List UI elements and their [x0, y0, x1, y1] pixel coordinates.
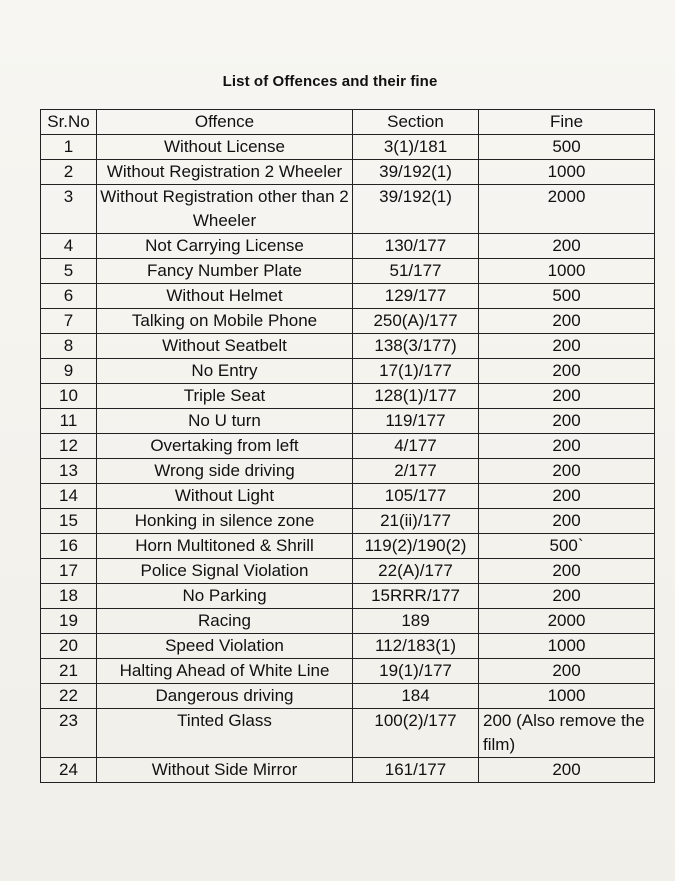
cell-sr-no: 13 [41, 459, 97, 484]
cell-offence: Without Registration 2 Wheeler [97, 160, 353, 185]
table-row [41, 559, 655, 584]
table-row [41, 584, 655, 609]
table-row [41, 234, 655, 259]
cell-sr-no: 22 [41, 684, 97, 709]
cell-fine: 500 [479, 135, 655, 160]
cell-sr-no: 7 [41, 309, 97, 334]
page-title: List of Offences and their fine [222, 73, 438, 90]
cell-offence: Halting Ahead of White Line [97, 659, 353, 684]
cell-section: 4/177 [353, 434, 479, 459]
table-row [41, 359, 655, 384]
cell-section: 100(2)/177 [353, 709, 479, 758]
cell-section: 112/183(1) [353, 634, 479, 659]
cell-fine: 1000 [479, 160, 655, 185]
cell-fine: 200 [479, 758, 655, 783]
table-row [41, 459, 655, 484]
cell-section: 130/177 [353, 234, 479, 259]
cell-offence: Without Seatbelt [97, 334, 353, 359]
cell-sr-no: 8 [41, 334, 97, 359]
cell-section: 51/177 [353, 259, 479, 284]
cell-sr-no: 21 [41, 659, 97, 684]
cell-fine: 200 [479, 309, 655, 334]
cell-fine: 200 [479, 434, 655, 459]
cell-fine: 500 [479, 284, 655, 309]
cell-section: 21(ii)/177 [353, 509, 479, 534]
cell-sr-no: 18 [41, 584, 97, 609]
table-row [41, 534, 655, 559]
cell-fine: 200 [479, 234, 655, 259]
cell-sr-no: 3 [41, 185, 97, 234]
cell-fine: 200 [479, 409, 655, 434]
table-row [41, 659, 655, 684]
cell-section: 128(1)/177 [353, 384, 479, 409]
table-row [41, 384, 655, 409]
cell-sr-no: 4 [41, 234, 97, 259]
table-row [41, 758, 655, 783]
cell-sr-no: 20 [41, 634, 97, 659]
table-row [41, 509, 655, 534]
header-offence: Offence [97, 110, 353, 135]
cell-offence: Without Side Mirror [97, 758, 353, 783]
cell-sr-no: 11 [41, 409, 97, 434]
header-sr-no: Sr.No [41, 110, 97, 135]
cell-sr-no: 5 [41, 259, 97, 284]
cell-offence: Without Light [97, 484, 353, 509]
cell-fine: 2000 [479, 609, 655, 634]
cell-fine: 200 [479, 459, 655, 484]
cell-offence: Honking in silence zone [97, 509, 353, 534]
cell-fine: 200 [479, 359, 655, 384]
cell-sr-no: 2 [41, 160, 97, 185]
cell-offence: No Parking [97, 584, 353, 609]
table-row [41, 634, 655, 659]
cell-offence: Speed Violation [97, 634, 353, 659]
cell-sr-no: 16 [41, 534, 97, 559]
cell-fine: 200 [479, 584, 655, 609]
cell-section: 15RRR/177 [353, 584, 479, 609]
table-row [41, 259, 655, 284]
cell-sr-no: 14 [41, 484, 97, 509]
cell-offence: Dangerous driving [97, 684, 353, 709]
table-row [41, 709, 655, 758]
cell-fine: 200 [479, 509, 655, 534]
cell-fine: 200 [479, 384, 655, 409]
table-row [41, 409, 655, 434]
cell-section: 184 [353, 684, 479, 709]
table-row [41, 609, 655, 634]
header-section: Section [353, 110, 479, 135]
cell-fine: 500` [479, 534, 655, 559]
cell-offence: Overtaking from left [97, 434, 353, 459]
cell-offence: Horn Multitoned & Shrill [97, 534, 353, 559]
cell-sr-no: 9 [41, 359, 97, 384]
cell-offence: No Entry [97, 359, 353, 384]
table-row [41, 284, 655, 309]
cell-section: 105/177 [353, 484, 479, 509]
cell-section: 119(2)/190(2) [353, 534, 479, 559]
cell-section: 39/192(1) [353, 160, 479, 185]
table-row [41, 684, 655, 709]
table-header-row [41, 110, 655, 135]
cell-fine: 1000 [479, 684, 655, 709]
cell-offence: Racing [97, 609, 353, 634]
cell-offence: No U turn [97, 409, 353, 434]
cell-sr-no: 6 [41, 284, 97, 309]
cell-section: 250(A)/177 [353, 309, 479, 334]
cell-section: 39/192(1) [353, 185, 479, 234]
cell-fine: 1000 [479, 634, 655, 659]
cell-offence: Talking on Mobile Phone [97, 309, 353, 334]
cell-sr-no: 19 [41, 609, 97, 634]
table-row [41, 334, 655, 359]
cell-offence: Not Carrying License [97, 234, 353, 259]
cell-sr-no: 1 [41, 135, 97, 160]
cell-fine: 200 (Also remove the film) [479, 709, 655, 758]
cell-offence: Without License [97, 135, 353, 160]
cell-section: 2/177 [353, 459, 479, 484]
cell-fine: 200 [479, 484, 655, 509]
header-fine: Fine [479, 110, 655, 135]
table-row [41, 135, 655, 160]
cell-section: 22(A)/177 [353, 559, 479, 584]
offences-table [40, 109, 655, 783]
cell-section: 17(1)/177 [353, 359, 479, 384]
cell-offence: Fancy Number Plate [97, 259, 353, 284]
cell-offence: Tinted Glass [97, 709, 353, 758]
cell-section: 3(1)/181 [353, 135, 479, 160]
cell-offence: Police Signal Violation [97, 559, 353, 584]
cell-section: 19(1)/177 [353, 659, 479, 684]
cell-offence: Without Helmet [97, 284, 353, 309]
cell-section: 119/177 [353, 409, 479, 434]
cell-sr-no: 12 [41, 434, 97, 459]
cell-sr-no: 17 [41, 559, 97, 584]
cell-section: 189 [353, 609, 479, 634]
cell-section: 161/177 [353, 758, 479, 783]
cell-sr-no: 24 [41, 758, 97, 783]
cell-fine: 1000 [479, 259, 655, 284]
cell-fine: 200 [479, 559, 655, 584]
table-row [41, 309, 655, 334]
cell-offence: Without Registration other than 2 Wheeler [97, 185, 353, 234]
cell-offence: Triple Seat [97, 384, 353, 409]
cell-sr-no: 10 [41, 384, 97, 409]
cell-fine: 2000 [479, 185, 655, 234]
table-row [41, 160, 655, 185]
cell-sr-no: 23 [41, 709, 97, 758]
cell-sr-no: 15 [41, 509, 97, 534]
cell-fine: 200 [479, 334, 655, 359]
table-row [41, 484, 655, 509]
cell-section: 129/177 [353, 284, 479, 309]
cell-fine: 200 [479, 659, 655, 684]
cell-section: 138(3/177) [353, 334, 479, 359]
cell-offence: Wrong side driving [97, 459, 353, 484]
table-row [41, 434, 655, 459]
table-row [41, 185, 655, 234]
